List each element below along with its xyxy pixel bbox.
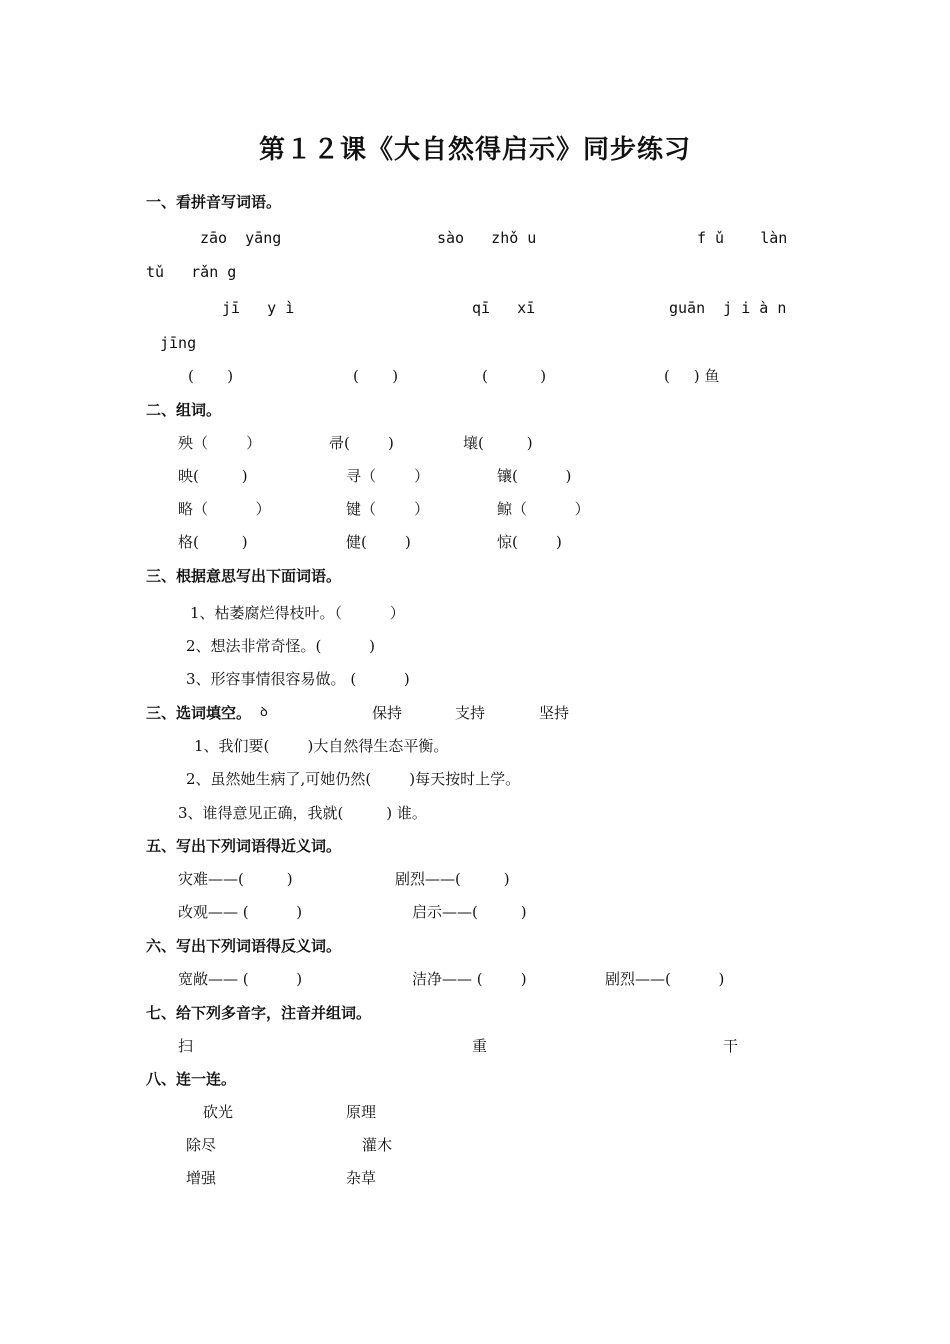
pinyin-jiyi: jī y ì	[222, 299, 295, 317]
section-1-heading: 一、看拼音写词语。	[146, 193, 282, 211]
meaning-item-1[interactable]: 1、枯萎腐烂得枝叶。（ ）	[190, 604, 405, 622]
page-title: 第１２课《大自然得启示》同步练习	[258, 135, 691, 165]
synonym-item[interactable]: 灾难——( )	[178, 870, 293, 888]
option-word-3: 坚持	[539, 704, 570, 722]
option-word-2: 支持	[455, 704, 486, 722]
synonym-item[interactable]: 改观—— ( )	[178, 903, 303, 921]
antonym-item[interactable]: 洁净—— ( )	[412, 970, 527, 988]
word-item[interactable]: 格( )	[178, 533, 248, 551]
section-4-heading: 三、选词填空。	[146, 704, 252, 722]
pinyin-saozhou: sào zhǒ u	[437, 229, 537, 247]
option-word-1: 保持	[372, 704, 403, 722]
pinyin-guanjian: guān j i à n	[669, 299, 787, 317]
mark-symbol: ꝺ	[260, 705, 268, 720]
pinyin-jing: jīng	[160, 334, 197, 352]
answer-blank-3[interactable]: ( )	[482, 367, 547, 385]
pinyin-qixi: qī xī	[472, 299, 536, 317]
answer-blank-1[interactable]: ( )	[188, 367, 234, 385]
fill-item-2[interactable]: 2、虽然她生病了,可她仍然( )每天按时上学。	[186, 770, 521, 788]
fill-item-1[interactable]: 1、我们要( )大自然得生态平衡。	[194, 737, 449, 755]
meaning-item-3[interactable]: 3、形容事情很容易做。 ( )	[186, 670, 410, 688]
match-right-item[interactable]: 原理	[346, 1103, 377, 1121]
synonym-item[interactable]: 剧烈——( )	[395, 870, 510, 888]
antonym-item[interactable]: 剧烈——( )	[605, 970, 725, 988]
answer-blank-4[interactable]: ( ) 鱼	[664, 367, 720, 385]
section-5-heading: 五、写出下列词语得近义词。	[146, 837, 342, 855]
answer-blank-2[interactable]: ( )	[353, 367, 399, 385]
word-item[interactable]: 殃（ ）	[178, 434, 262, 452]
polyphone-char: 干	[723, 1037, 739, 1055]
word-item[interactable]: 惊( )	[497, 533, 562, 551]
word-item[interactable]: 帚( )	[329, 434, 394, 452]
fill-item-3[interactable]: 3、谁得意见正确，我就( ) 谁。	[178, 804, 427, 822]
match-right-item[interactable]: 灌木	[362, 1136, 393, 1154]
match-left-item[interactable]: 增强	[186, 1169, 217, 1187]
polyphone-char: 扫	[178, 1037, 194, 1055]
polyphone-char: 重	[472, 1037, 488, 1055]
word-item[interactable]: 寻（ ）	[346, 467, 430, 485]
section-3-heading: 三、根据意思写出下面词语。	[146, 567, 342, 585]
synonym-item[interactable]: 启示——( )	[412, 903, 527, 921]
word-item[interactable]: 映( )	[178, 467, 248, 485]
pinyin-zaoyang: zāo yāng	[200, 229, 282, 247]
word-item[interactable]: 健( )	[346, 533, 411, 551]
match-right-item[interactable]: 杂草	[346, 1169, 377, 1187]
section-7-heading: 七、给下列多音字，注音并组词。	[146, 1004, 372, 1022]
word-item[interactable]: 略（ ）	[178, 500, 271, 518]
word-item[interactable]: 键（ ）	[346, 500, 430, 518]
word-item[interactable]: 鲸（ ）	[497, 500, 590, 518]
antonym-item[interactable]: 宽敞—— ( )	[178, 970, 303, 988]
pinyin-turang: tǔ rǎn g	[146, 263, 237, 281]
word-item[interactable]: 壤( )	[463, 434, 533, 452]
section-6-heading: 六、写出下列词语得反义词。	[146, 937, 342, 955]
match-left-item[interactable]: 除尽	[186, 1136, 217, 1154]
match-left-item[interactable]: 砍光	[203, 1103, 234, 1121]
section-2-heading: 二、组词。	[146, 401, 222, 419]
pinyin-fulan: f ǔ làn	[697, 229, 788, 247]
section-8-heading: 八、连一连。	[146, 1070, 237, 1088]
meaning-item-2[interactable]: 2、想法非常奇怪。( )	[186, 637, 375, 655]
word-item[interactable]: 镶( )	[497, 467, 572, 485]
